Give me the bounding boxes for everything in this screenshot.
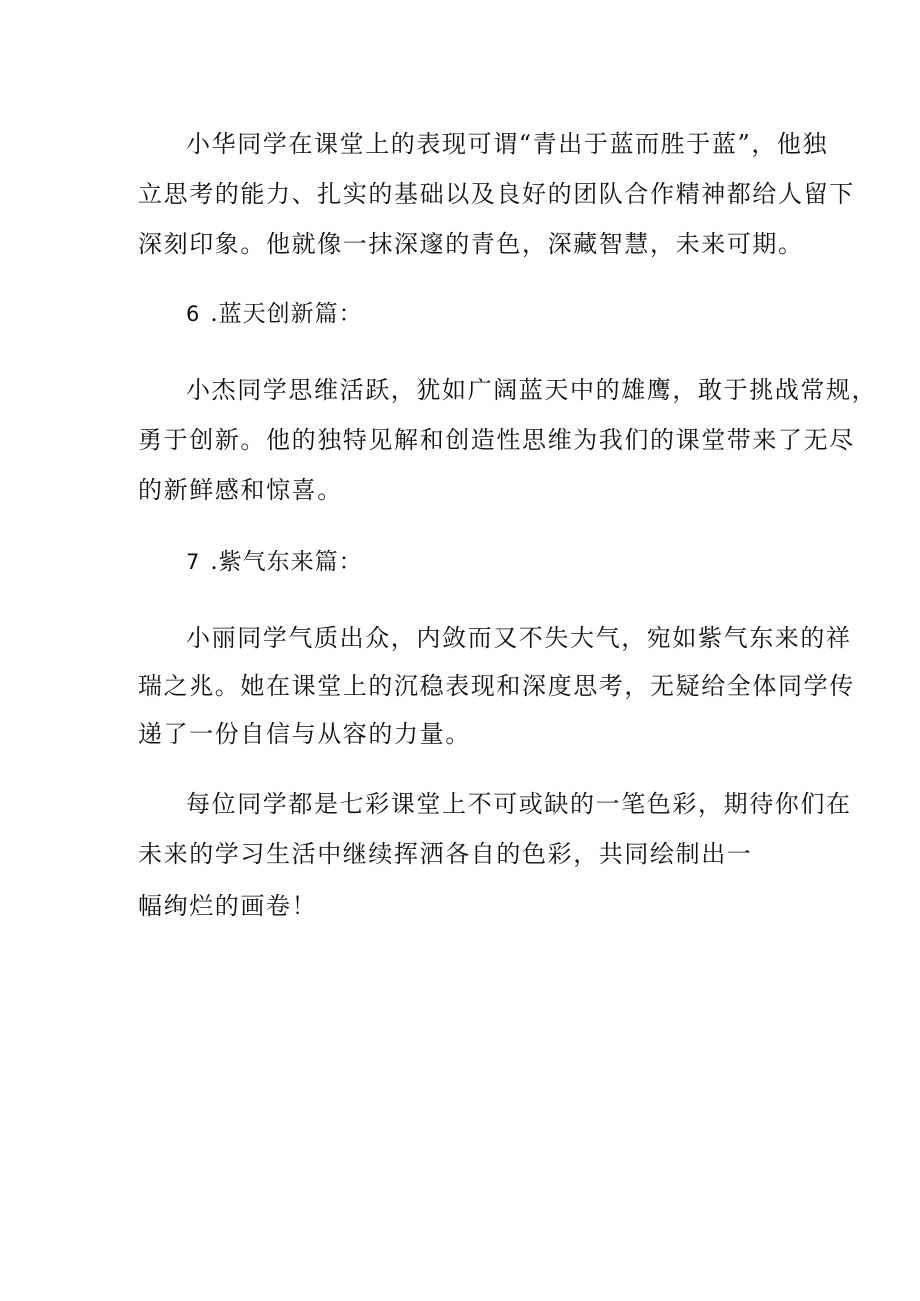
paragraph-1-line-1: 小华同学在课堂上的表现可谓“青出于蓝而胜于蓝”，他独 — [186, 130, 829, 158]
section-number-6: 6 — [186, 302, 201, 326]
paragraph-2-line-2: 勇于创新。他的独特见解和创造性思维为我们的课堂带来了无尽 — [138, 426, 855, 454]
paragraph-2-line-1: 小杰同学思维活跃，犹如广阔蓝天中的雄鹰，敢于挑战常规， — [186, 376, 878, 404]
section-heading-6 — [186, 298, 363, 330]
section-title-7: .紫气东来篇： — [210, 549, 363, 575]
section-title-6: .蓝天创新篇： — [210, 301, 363, 327]
paragraph-4-line-3: 幅绚烂的画卷！ — [138, 892, 318, 920]
paragraph-4-line-1: 每位同学都是七彩课堂上不可或缺的一笔色彩，期待你们在 — [186, 790, 852, 818]
section-heading-7 — [186, 546, 363, 578]
paragraph-3-line-3: 递了一份自信与从容的力量。 — [138, 720, 471, 748]
paragraph-3-line-2: 瑞之兆。她在课堂上的沉稳表现和深度思考，无疑给全体同学传 — [138, 672, 855, 700]
paragraph-3-line-1: 小丽同学气质出众，内敛而又不失大气，宛如紫气东来的祥 — [186, 624, 852, 652]
paragraph-1-line-2: 立思考的能力、扎实的基础以及良好的团队合作精神都给人留下 — [138, 180, 855, 208]
paragraph-4-line-2: 未来的学习生活中继续挥洒各自的色彩，共同绘制出一 — [138, 840, 753, 868]
section-number-7: 7 — [186, 550, 201, 574]
paragraph-1-line-3: 深刻印象。他就像一抹深邃的青色，深藏智慧，未来可期。 — [138, 230, 804, 258]
paragraph-2-line-3: 的新鲜感和惊喜。 — [138, 476, 343, 504]
